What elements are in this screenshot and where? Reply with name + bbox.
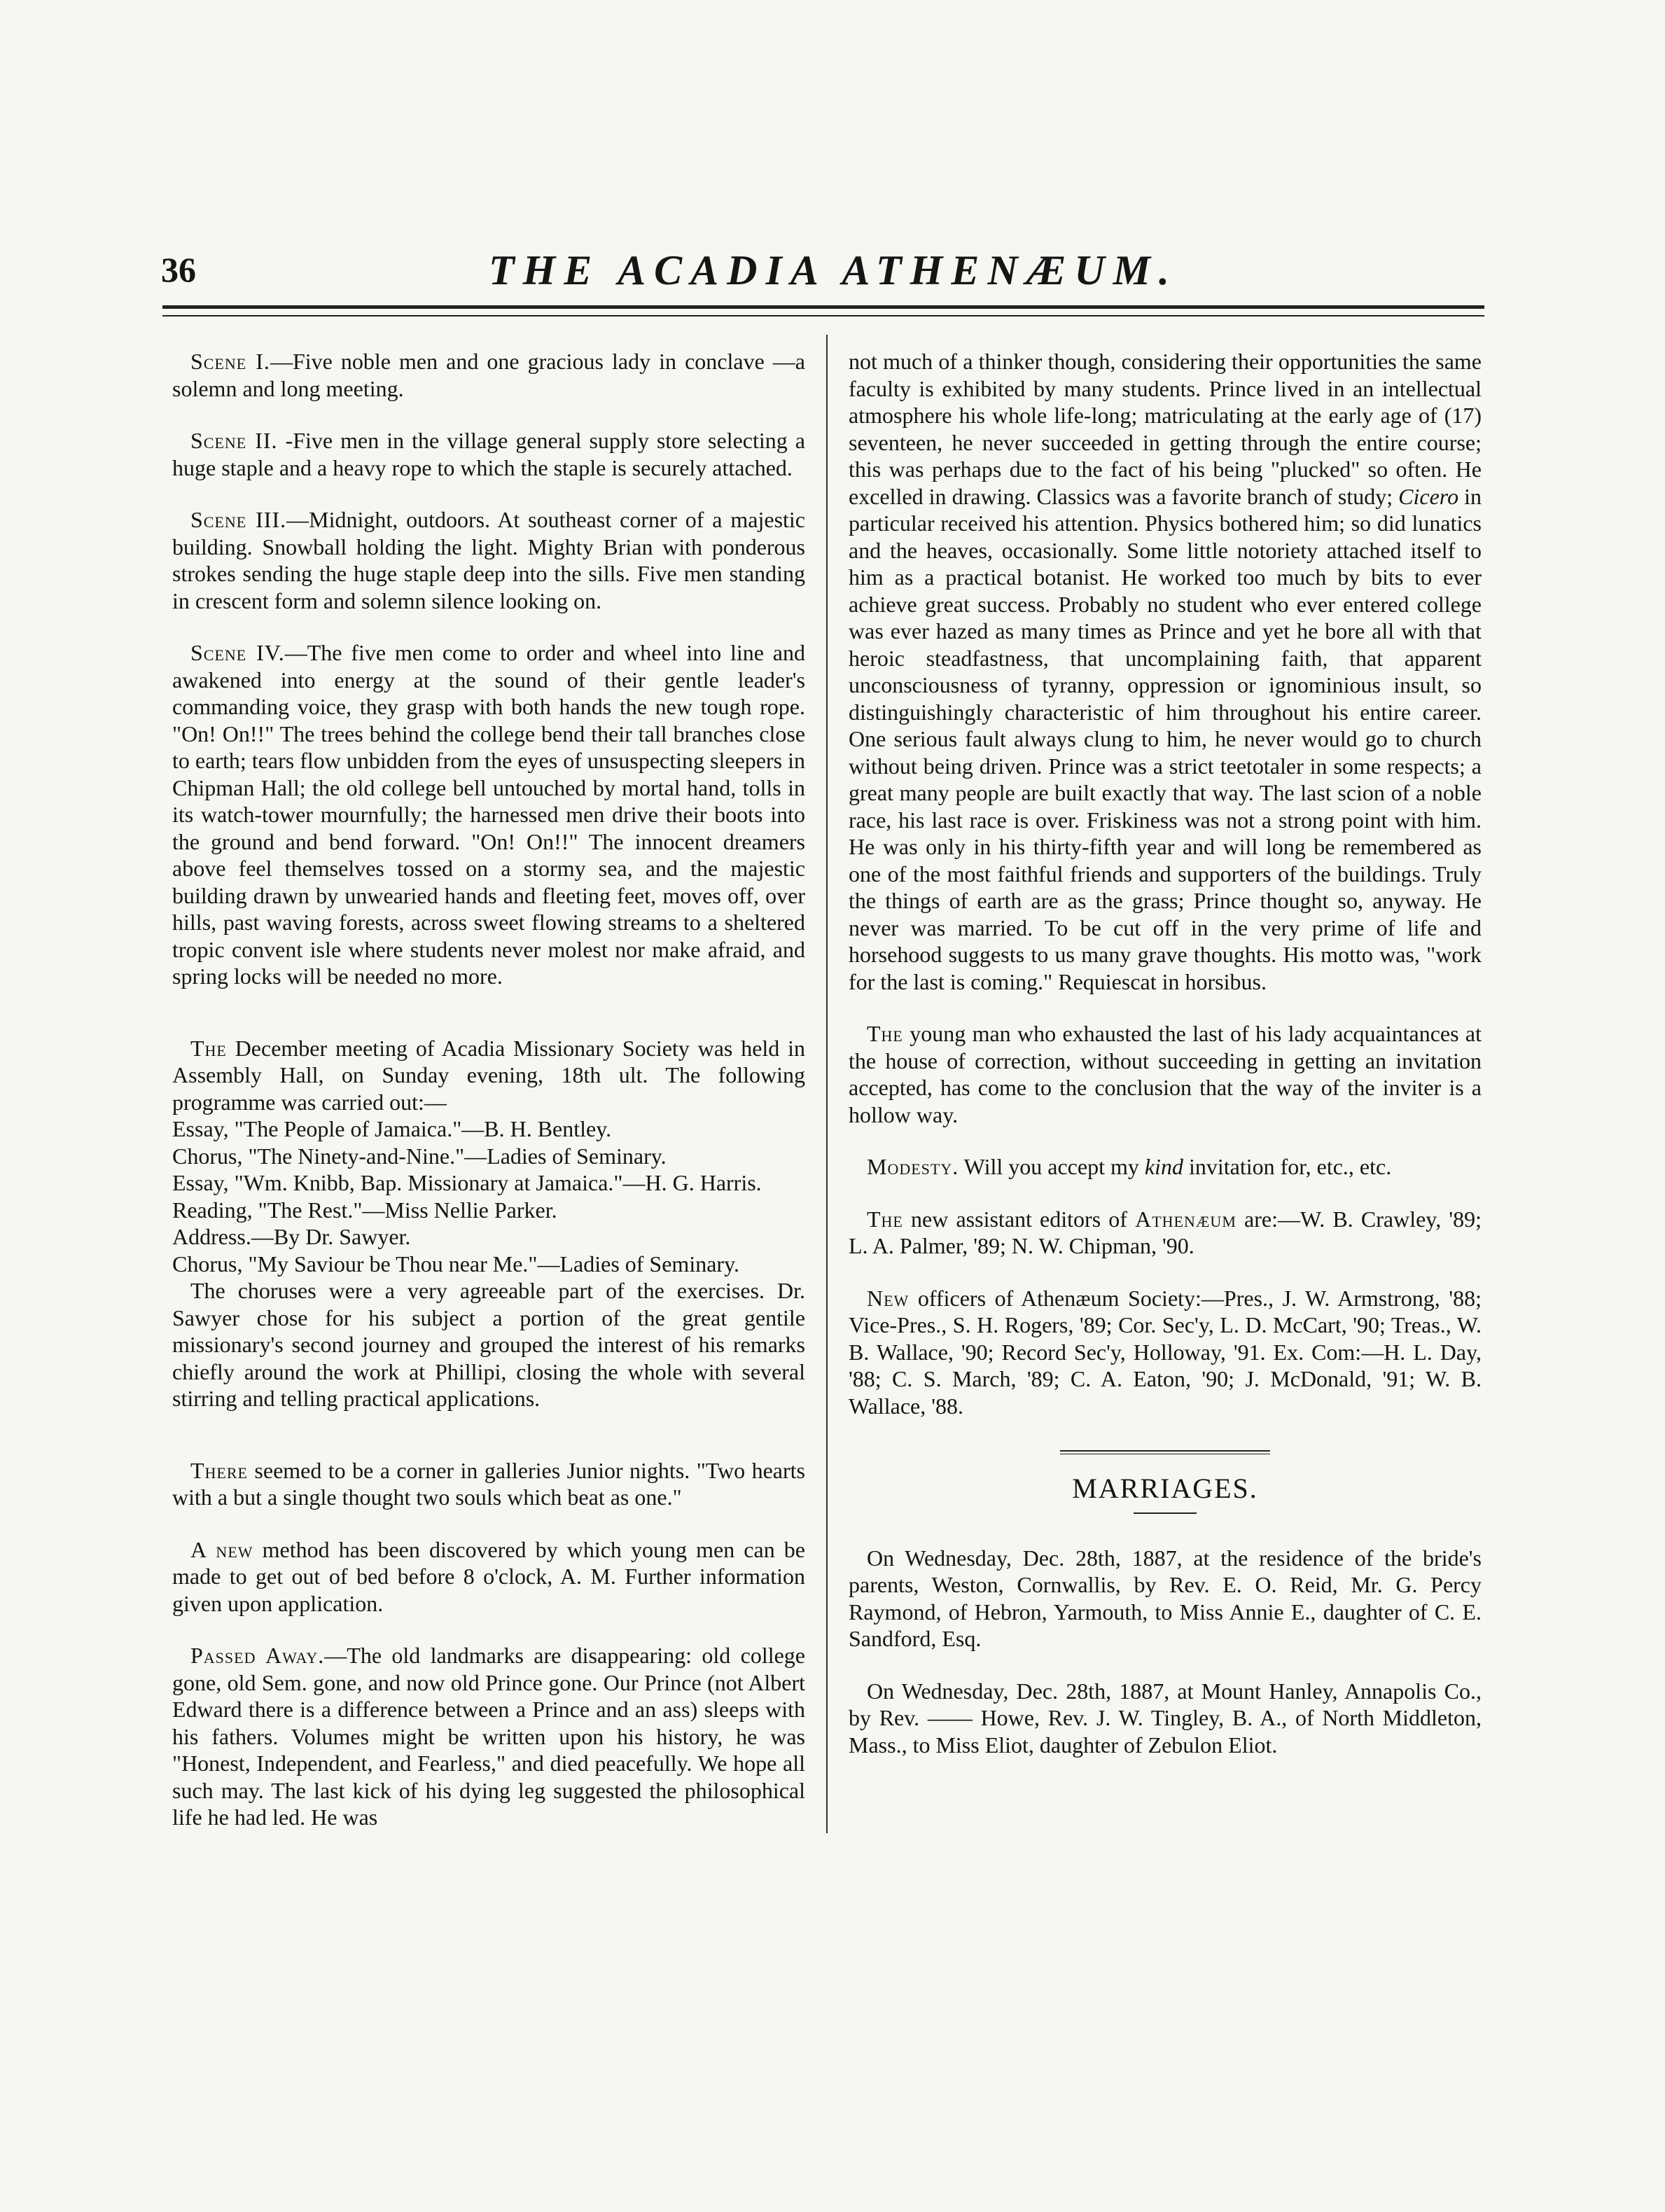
programme-item: Address.—By Dr. Sawyer. — [172, 1224, 411, 1249]
prince-continued — [849, 348, 1482, 995]
missionary-closing: The choruses were a very agreeable part of the exercises. Dr. Sawyer chose for his subject a portion of the great gentile missionary's second journey and grouped the interest of his remarks chiefly around the work at Phillipi, closing the whole with several stirring and telling practical applications. — [172, 1278, 805, 1411]
publication-title: THE ACADIA ATHENÆUM. — [488, 247, 1178, 293]
young-man-paragraph — [849, 1020, 1482, 1128]
header-rule-thin — [162, 315, 1484, 317]
corner-paragraph — [172, 1457, 805, 1511]
corner-text: seemed to be a corner in galleries Junior nights. "Two hearts with a but a single thought two souls which beat as one." — [172, 1457, 805, 1510]
scene-1-paragraph — [172, 348, 805, 402]
scene-2-label: Scene II. — [190, 428, 278, 453]
editors-lead: The — [867, 1206, 903, 1232]
missionary-lead: The — [190, 1035, 227, 1061]
modesty-kind: kind — [1144, 1154, 1183, 1179]
marriage-notice: On Wednesday, Dec. 28th, 1887, at the residence of the bride's parents, Weston, Cornwallis, by Rev. E. O. Reid, Mr. G. Percy Raymond, of Hebron, Yarmouth, to Miss Annie E., daughter of C. E. Sandford, Esq. — [849, 1545, 1482, 1651]
method-text: method has been discovered by which young men can be made to get out of bed before 8 o'clock, A. M. Further information given upon application. — [172, 1536, 806, 1616]
programme-item: Chorus, "My Saviour be Thou near Me."—Ladies of Seminary. — [172, 1251, 739, 1277]
officers-lead: New — [867, 1285, 910, 1311]
scene-4-paragraph — [172, 639, 805, 990]
programme-item: Chorus, "The Ninety-and-Nine."—Ladies of Seminary. — [172, 1143, 667, 1169]
prince-text-1: not much of a thinker though, considering their opportunities the same faculty is exhibited by many students. Prince lived in an intellectual atmosphere his whole life-long; matriculating at the early age of (17) seventeen, he never succeeded in getting through the entire course; this was perhaps due to the fact of his being "plucked" so often. He excelled in drawing. Classics was a favorite branch of study; — [849, 349, 1482, 509]
editors-athenaeum: Athenæum — [1135, 1206, 1236, 1232]
scene-3-label: Scene III. — [190, 507, 287, 532]
modesty-paragraph — [849, 1153, 1482, 1181]
right-column — [849, 348, 1482, 1783]
prince-cicero: Cicero — [1398, 483, 1459, 509]
young-man-text: young man who exhausted the last of his lady acquaintances at the house of correction, without succeeding in getting an invitation accepted, has come to the conclusion that the way of the inviter is a hollow way. — [849, 1021, 1482, 1127]
method-lead: A new — [190, 1536, 253, 1562]
corner-lead: There — [190, 1457, 248, 1483]
marriage-notice: On Wednesday, Dec. 28th, 1887, at Mount Hanley, Annapolis Co., by Rev. —— Howe, Rev. J. W. Tingley, B. A., of North Middleton, Mass., to Miss Eliot, daughter of Zebulon Eliot. — [849, 1678, 1482, 1758]
passed-away-text: —The old landmarks are disappearing: old college gone, old Sem. gone, and now old Prince gone. Our Prince (not Albert Edward there is a difference between a Prince and an ass) sleeps with his fathers. Volumes might be written upon his history, he was "Honest, Independent, and Fearless," and died peacefully. We hope all such may. The last kick of his dying leg suggested the philosophical life he had led. He was — [172, 1643, 805, 1830]
officers-paragraph — [849, 1285, 1482, 1420]
modesty-text-1: Will you accept my — [959, 1154, 1145, 1179]
modesty-text-2: invitation for, etc., etc. — [1183, 1154, 1392, 1179]
prince-text-2: in particular received his attention. Physics bothered him; so did lunatics and the heaves, occasionally. Some little notoriety attached itself to him as a practical botanist. He worked too much by bits to ever achieve great success. Probably no student who ever entered college was ever hazed as many times as Prince and yet he bore all with that heroic steadfastness, that uncomplaining faith, that apparent unconsciousness of tyranny, oppression or ignominious insult, so distinguishingly characteristic of him throughout his entire career. One serious fault always clung to him, he never would go to church without being driven. Prince was a strict teetotaler in some respects; a great many people are built exactly that way. The last scion of a noble race, his last race is over. Friskiness was not a strong point with him. He was only in his thirty-fifth year and will long be remembered as one of the most faithful friends and supporters of the buildings. Truly the things of earth are as the grass; Prince thought so, anyway. He never was married. To be cut off in the very prime of life and horsehood suggests to us many grave thoughts. His motto was, "work for the last is coming." Requiescat in horsibus. — [849, 483, 1482, 994]
header-rule-thick — [162, 305, 1484, 309]
section-divider — [1060, 1450, 1270, 1454]
scene-1-text: —Five noble men and one gracious lady in conclave —a solemn and long meeting. — [172, 349, 805, 401]
young-man-lead: The — [867, 1021, 903, 1046]
programme-item: Essay, "The People of Jamaica."—B. H. Bentley. — [172, 1116, 612, 1141]
passed-away-label: Passed Away. — [190, 1643, 325, 1668]
scene-4-text: —The five men come to order and wheel into line and awakened into energy at the sound of their gentle leader's commanding voice, they grasp with both hands the new tough rope. "On! On!!" The trees behind the college bend their tall branches close to earth; tears flow unbidden from the eyes of unsuspecting sleepers in Chipman Hall; the old college bell untouched by mortal hand, tolls in its watch-tower mournfully; the harnessed men drive their boots into the ground and bend forward. "On! On!!" The innocent dreamers above feel themselves tossed on a stormy sea, and the majestic building drawn by unwearied hands and fleeting feet, moves off, over hills, past waving forests, across sweet flowing streams to a sheltered tropic convent isle where students never molest nor make afraid, and spring locks will be needed no more. — [172, 640, 805, 989]
scene-4-label: Scene IV. — [190, 640, 285, 665]
scene-3-text: —Midnight, outdoors. At southeast corner of a majestic building. Snowball holding the light. Mighty Brian with ponderous strokes sending the huge staple deep into the sills. Five men standing in crescent form and solemn silence looking on. — [172, 507, 805, 613]
editors-text-2: are:—W. B. Crawley, '89; L. A. Palmer, '89; N. W. Chipman, '90. — [849, 1206, 1482, 1258]
missionary-intro-text: December meeting of Acadia Missionary Society was held in Assembly Hall, on Sunday evening, 18th ult. The following programme was carried out:— — [172, 1035, 805, 1115]
page-number: 36 — [161, 250, 196, 289]
editors-paragraph — [849, 1206, 1482, 1260]
marriages-heading: MARRIAGES. — [1072, 1473, 1258, 1504]
column-divider — [826, 335, 828, 1833]
heading-rule — [1134, 1512, 1197, 1514]
scene-1-label: Scene I. — [190, 349, 270, 374]
left-column — [172, 348, 805, 1831]
scene-3-paragraph — [172, 506, 805, 614]
programme-item: Essay, "Wm. Knibb, Bap. Missionary at Jamaica."—H. G. Harris. — [172, 1170, 762, 1195]
editors-text-1: new assistant editors of — [903, 1206, 1136, 1232]
method-paragraph — [172, 1536, 805, 1618]
programme-item: Reading, "The Rest."—Miss Nellie Parker. — [172, 1197, 557, 1223]
modesty-label: Modesty. — [867, 1154, 959, 1179]
scene-2-paragraph — [172, 427, 805, 481]
passed-away-paragraph — [172, 1642, 805, 1831]
officers-text: officers of Athenæum Society:—Pres., J. W. Armstrong, '88; Vice-Pres., S. H. Rogers, '89; Cor. Sec'y, L. D. McCart, '90; Treas., W. B. Wallace, '90; Record Sec'y, Holloway, '91. Ex. Com:—H. L. Day, '88; C. S. March, '89; C. A. Eaton, '90; J. McDonald, '91; W. B. Wallace, '88. — [849, 1285, 1482, 1419]
missionary-intro — [172, 1035, 805, 1116]
scene-2-text: -Five men in the village general supply store selecting a huge staple and a heavy rope to which the staple is securely attached. — [172, 428, 805, 480]
